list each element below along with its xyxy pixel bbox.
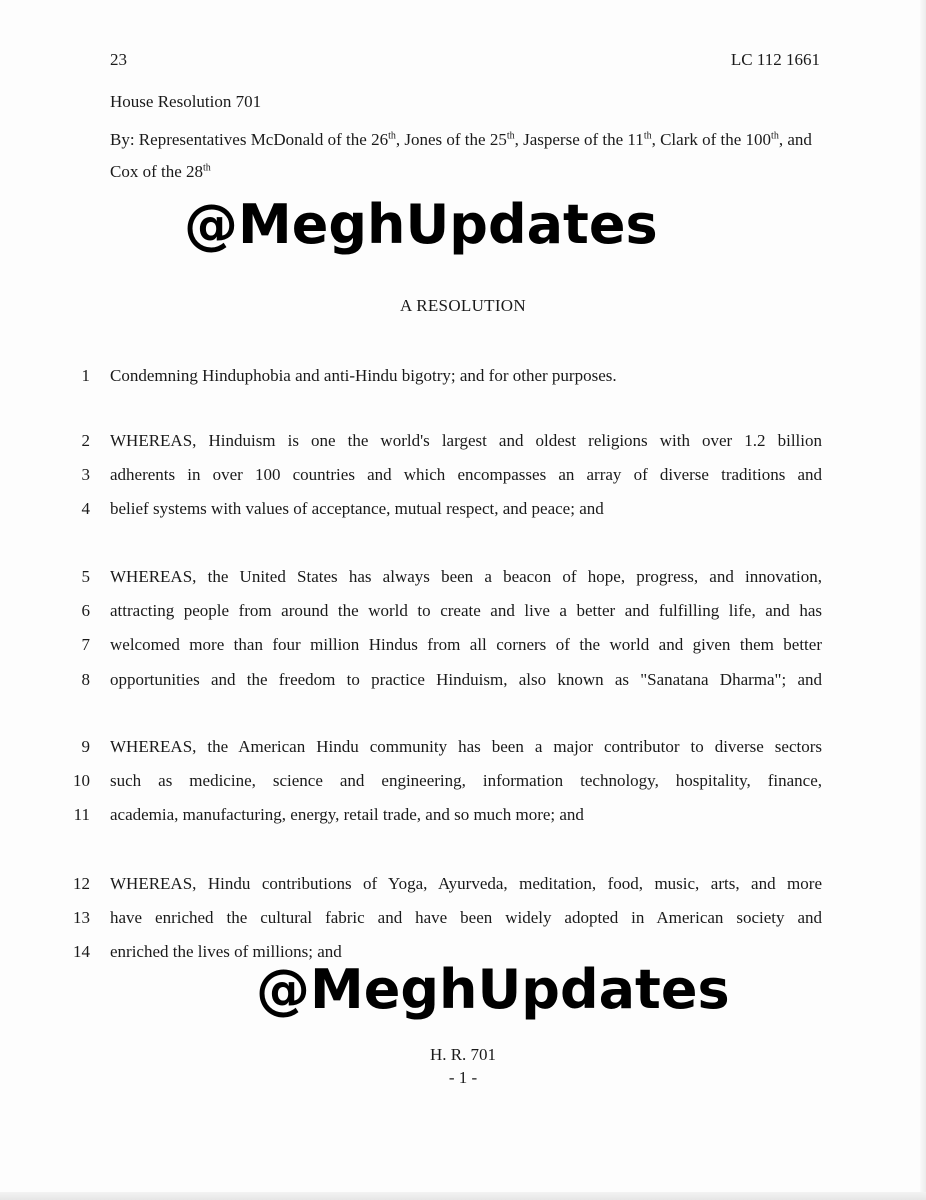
line-text: such as medicine, science and engineering, information technology, hospitality, finance, xyxy=(110,771,822,790)
text-line xyxy=(0,805,926,829)
byline-sup: th xyxy=(771,130,779,142)
byline-text: , Jones of the 25 xyxy=(395,130,507,149)
text-line xyxy=(0,567,926,591)
byline-text: , and Cox of the 28 xyxy=(110,130,812,181)
line-number: 8 xyxy=(81,670,90,689)
line-number: 3 xyxy=(81,465,90,484)
text-line xyxy=(0,431,926,455)
resolution-title: House Resolution 701 xyxy=(110,92,262,111)
line-text: have enriched the cultural fabric and have been widely adopted in American society and xyxy=(110,908,822,927)
page-edge-bottom xyxy=(0,1192,926,1200)
sponsors-byline xyxy=(110,124,822,188)
text-line xyxy=(0,465,926,489)
watermark-bottom: @MeghUpdates xyxy=(256,958,730,1021)
line-text: Condemning Hinduphobia and anti-Hindu bigotry; and for other purposes. xyxy=(110,366,617,385)
text-line xyxy=(0,908,926,932)
line-text: academia, manufacturing, energy, retail trade, and so much more; and xyxy=(110,805,584,824)
line-number: 12 xyxy=(73,874,90,893)
line-number: 11 xyxy=(73,805,90,824)
line-text: belief systems with values of acceptance, mutual respect, and peace; and xyxy=(110,499,604,518)
footer-bill-id: H. R. 701 xyxy=(429,1045,497,1064)
line-number: 9 xyxy=(81,737,90,756)
text-line xyxy=(0,635,926,659)
text-line xyxy=(0,366,926,390)
text-line xyxy=(0,771,926,795)
header-page-number: 23 xyxy=(110,50,127,69)
footer-page-number: - 1 - xyxy=(448,1068,478,1087)
byline-text: , Clark of the 100 xyxy=(651,130,772,149)
line-number: 5 xyxy=(81,567,90,586)
byline-sup: th xyxy=(506,130,515,142)
line-number: 10 xyxy=(73,771,90,790)
line-text: WHEREAS, the American Hindu community has been a major contributor to diverse sectors xyxy=(110,737,822,756)
line-number: 1 xyxy=(81,366,90,385)
byline-text: By: Representatives McDonald of the 26 xyxy=(110,130,389,149)
page-edge-right xyxy=(920,0,926,1200)
line-number: 6 xyxy=(81,601,90,620)
line-number: 2 xyxy=(81,431,90,450)
watermark-top: @MeghUpdates xyxy=(184,193,658,256)
line-text: WHEREAS, Hindu contributions of Yoga, Ayurveda, meditation, food, music, arts, and more xyxy=(110,874,822,893)
text-line xyxy=(0,874,926,898)
line-text: enriched the lives of millions; and xyxy=(110,942,342,961)
header-document-code: LC 112 1661 xyxy=(730,50,820,69)
line-number: 13 xyxy=(73,908,90,927)
text-line xyxy=(0,670,926,694)
text-line xyxy=(0,737,926,761)
byline-sup: th xyxy=(388,130,396,142)
line-number: 7 xyxy=(81,635,90,654)
line-text: adherents in over 100 countries and which encompasses an array of diverse traditions and xyxy=(110,465,822,484)
line-number: 4 xyxy=(81,499,90,518)
line-text: attracting people from around the world to create and live a better and fulfilling life, and has xyxy=(110,601,822,620)
byline-text: , Jasperse of the 11 xyxy=(514,130,644,149)
line-number: 14 xyxy=(73,942,90,961)
byline-sup: th xyxy=(203,162,211,174)
byline-sup: th xyxy=(643,130,652,142)
line-text: opportunities and the freedom to practice Hinduism, also known as "Sanatana Dharma"; and xyxy=(110,670,822,689)
resolution-heading: A RESOLUTION xyxy=(400,296,526,315)
line-text: WHEREAS, the United States has always been a beacon of hope, progress, and innovation, xyxy=(110,567,822,586)
line-text: welcomed more than four million Hindus from all corners of the world and given them better xyxy=(110,635,822,654)
text-line xyxy=(0,499,926,523)
line-text: WHEREAS, Hinduism is one the world's largest and oldest religions with over 1.2 billion xyxy=(110,431,822,450)
text-line xyxy=(0,601,926,625)
